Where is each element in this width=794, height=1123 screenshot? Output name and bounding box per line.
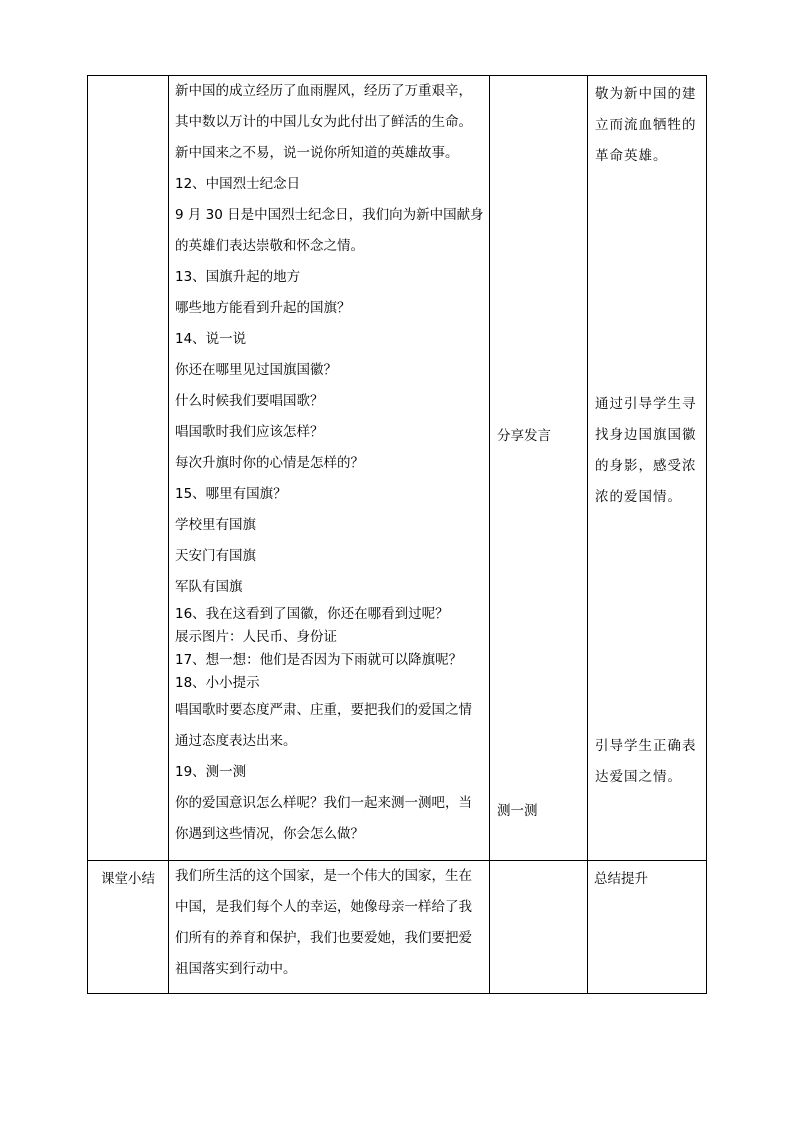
summary-activity-cell: [490, 861, 588, 994]
activity-cell: [490, 76, 588, 861]
activity-share: 分享发言: [497, 428, 551, 444]
content-cell: [169, 76, 490, 861]
content-line: 新中国的成立经历了血雨腥风，经历了万重艰辛，: [175, 83, 472, 99]
content-line: 新中国来之不易，说一说你所知道的英雄故事。: [175, 145, 459, 161]
content-line: 唱国歌时要态度严肃、庄重，要把我们的爱国之情: [175, 702, 472, 718]
content-line: 你的爱国意识怎么样呢？我们一起来测一测吧，当: [175, 795, 472, 811]
lesson-plan-table: [87, 75, 707, 994]
content-line: 18、小小提示: [175, 675, 260, 691]
content-line: 什么时候我们要唱国歌？: [175, 393, 324, 409]
content-line: 17、想一想：他们是否因为下雨就可以降旗呢？: [175, 652, 463, 668]
summary-content-cell: [169, 861, 490, 994]
content-line: 你还在哪里见过国旗国徽？: [175, 362, 337, 378]
content-line: 哪些地方能看到升起的国旗？: [175, 300, 351, 316]
section-label-summary: 课堂小结: [88, 861, 169, 994]
table-row: [88, 861, 707, 994]
content-line: 展示图片：人民币、身份证: [175, 629, 337, 645]
table-row: [88, 76, 707, 861]
content-line: 13、国旗升起的地方: [175, 269, 301, 285]
section-cell: [88, 76, 169, 861]
summary-intent-cell: 总结提升: [588, 861, 707, 994]
intent-cell: [588, 76, 707, 861]
content-line: 通过态度表达出来。: [175, 733, 297, 749]
content-line: 19、测一测: [175, 764, 247, 780]
content-line: 12、中国烈士纪念日: [175, 176, 301, 192]
content-line: 14、说一说: [175, 331, 247, 347]
content-line: 学校里有国旗: [175, 517, 256, 533]
content-line: 9 月 30 日是中国烈士纪念日，我们向为新中国献身: [175, 207, 484, 223]
content-line: 唱国歌时我们应该怎样？: [175, 424, 324, 440]
content-line: 祖国落实到行动中。: [175, 961, 297, 977]
activity-test: 测一测: [497, 803, 538, 819]
content-line: 们所有的养育和保护，我们也要爱她，我们要把爱: [175, 930, 472, 946]
intent-text: 通过引导学生寻找身边国旗国徽的身影，感受浓浓的爱国情。: [595, 396, 697, 505]
content-line: 天安门有国旗: [175, 548, 256, 564]
intent-text: 敬为新中国的建立而流血牺牲的革命英雄。: [595, 86, 697, 164]
content-line: 中国，是我们每个人的幸运，她像母亲一样给了我: [175, 899, 472, 915]
content-line: 每次升旗时你的心情是怎样的？: [175, 455, 364, 471]
content-line: 我们所生活的这个国家，是一个伟大的国家，生在: [175, 868, 472, 884]
content-line: 军队有国旗: [175, 579, 243, 595]
content-line: 的英雄们表达崇敬和怀念之情。: [175, 238, 364, 254]
content-line: 16、我在这看到了国徽，你还在哪看到过呢？: [175, 606, 449, 622]
content-line: 15、哪里有国旗？: [175, 486, 287, 502]
content-line: 你遇到这些情况，你会怎么做？: [175, 826, 364, 842]
content-line: 其中数以万计的中国儿女为此付出了鲜活的生命。: [175, 114, 472, 130]
intent-text: 引导学生正确表达爱国之情。: [595, 738, 697, 785]
